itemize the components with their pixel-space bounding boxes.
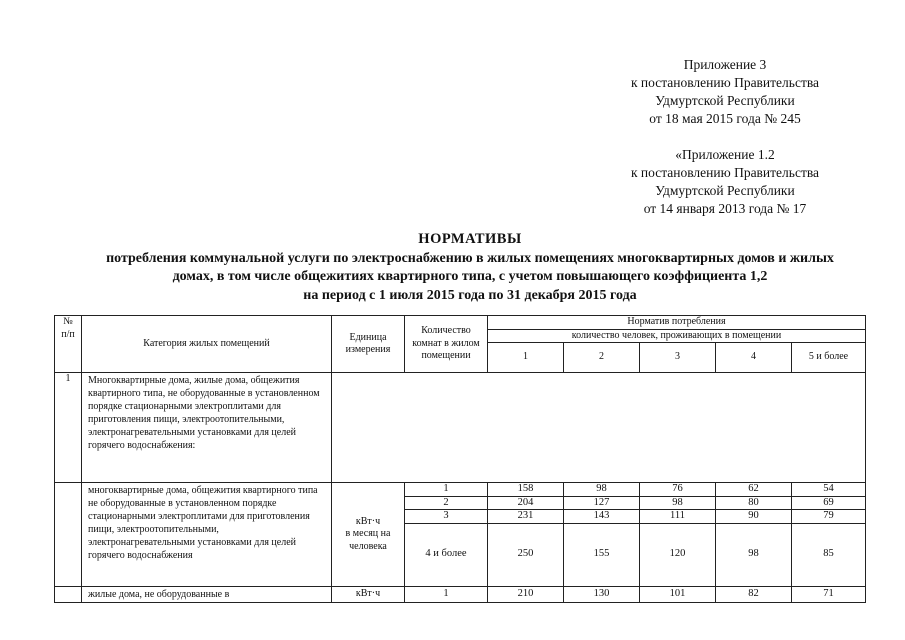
- appendix-1-2-block: [560, 146, 890, 218]
- norm-value: 204: [488, 496, 564, 510]
- title-line1: потребления коммунальной услуги по электроснабжению в жилых помещениях многоквартирных домов и жилых: [106, 250, 834, 266]
- norm-value: 250: [488, 523, 564, 586]
- section-1-text: Многоквартирные дома, жилые дома, общежития квартирного типа, не оборудованные в установленном порядке стационарными электроплитами для приготовления пищи, электроотопительными, электронагревательными установками для целей горячего водоснабжения:: [82, 373, 332, 483]
- title-line3: на период с 1 июля 2015 года по 31 декабря 2015 года: [303, 287, 637, 303]
- norm-value: 130: [564, 586, 640, 602]
- section-1-empty: [332, 373, 866, 483]
- appendix-1-2-line4: от 14 января 2013 года № 17: [643, 201, 807, 216]
- norm-value: 85: [792, 523, 866, 586]
- norm-value: 143: [564, 510, 640, 524]
- header-persons-3: 3: [640, 343, 716, 373]
- group-1-rooms: 3: [405, 510, 488, 524]
- group-1-category: многоквартирные дома, общежития квартирного типа не оборудованные в установленном порядке стационарными электроплитами для приготовления пищи, электроотопительными, электронагревательными установками для целей горячего водоснабжения: [82, 483, 332, 587]
- header-norm: Норматив потребления: [488, 316, 866, 330]
- section-1-num: 1: [55, 373, 82, 483]
- norm-value: 90: [716, 510, 792, 524]
- appendix-1-2-line3: Удмуртской Республики: [655, 183, 795, 198]
- appendix-3-line2: к постановлению Правительства: [630, 75, 820, 90]
- norm-value: 71: [792, 586, 866, 602]
- appendix-3-line4: от 18 мая 2015 года № 245: [649, 111, 801, 126]
- group-2-num-empty: [55, 586, 82, 602]
- group-1-rooms: 4 и более: [405, 523, 488, 586]
- norm-value: 158: [488, 483, 564, 497]
- appendix-3-line1: Приложение 3: [683, 57, 767, 72]
- header-row-1: [55, 316, 866, 330]
- group-2-row-1: [55, 586, 866, 602]
- norm-value: 101: [640, 586, 716, 602]
- norm-value: 98: [716, 523, 792, 586]
- group-1-rooms: 1: [405, 483, 488, 497]
- norm-value: 98: [564, 483, 640, 497]
- group-2-category: жилые дома, не оборудованные в: [82, 586, 332, 602]
- norm-value: 155: [564, 523, 640, 586]
- header-persons-1: 1: [488, 343, 564, 373]
- norm-value: 80: [716, 496, 792, 510]
- header-persons: количество человек, проживающих в помещении: [488, 329, 866, 343]
- norm-value: 120: [640, 523, 716, 586]
- group-2-unit: кВт·ч: [332, 586, 405, 602]
- header-persons-2: 2: [564, 343, 640, 373]
- norm-value: 76: [640, 483, 716, 497]
- appendix-3-line3: Удмуртской Республики: [655, 93, 795, 108]
- header-unit: Единица измерения: [332, 316, 405, 373]
- norm-value: 231: [488, 510, 564, 524]
- title-main: НОРМАТИВЫ: [418, 231, 522, 247]
- norm-value: 54: [792, 483, 866, 497]
- norm-value: 98: [640, 496, 716, 510]
- appendix-1-2-line1: «Приложение 1.2: [675, 147, 775, 162]
- section-1-row: [55, 373, 866, 483]
- norms-table: [54, 315, 866, 603]
- group-1-rooms: 2: [405, 496, 488, 510]
- header-num: № п/п: [55, 316, 82, 373]
- group-1-unit-line1: кВт·ч: [355, 515, 381, 527]
- norm-value: 82: [716, 586, 792, 602]
- group-1-unit-line2: в месяц на человека: [345, 528, 391, 552]
- header-rooms: Количество комнат в жилом помещении: [405, 316, 488, 373]
- header-persons-4: 4: [716, 343, 792, 373]
- group-2-rooms: 1: [405, 586, 488, 602]
- appendix-3-block: [560, 56, 890, 128]
- header-persons-5: 5 и более: [792, 343, 866, 373]
- group-1-row-1: [55, 483, 866, 497]
- document-title: [40, 230, 900, 305]
- norm-value: 79: [792, 510, 866, 524]
- group-1-num-empty: [55, 483, 82, 587]
- header-category: Категория жилых помещений: [82, 316, 332, 373]
- norm-value: 69: [792, 496, 866, 510]
- norm-value: 210: [488, 586, 564, 602]
- title-line2: домах, в том числе общежитиях квартирного типа, с учетом повышающего коэффициента 1,2: [172, 269, 768, 284]
- norm-value: 62: [716, 483, 792, 497]
- appendix-1-2-line2: к постановлению Правительства: [630, 165, 820, 180]
- norm-value: 127: [564, 496, 640, 510]
- norm-value: 111: [640, 510, 716, 524]
- group-1-unit: [332, 483, 405, 587]
